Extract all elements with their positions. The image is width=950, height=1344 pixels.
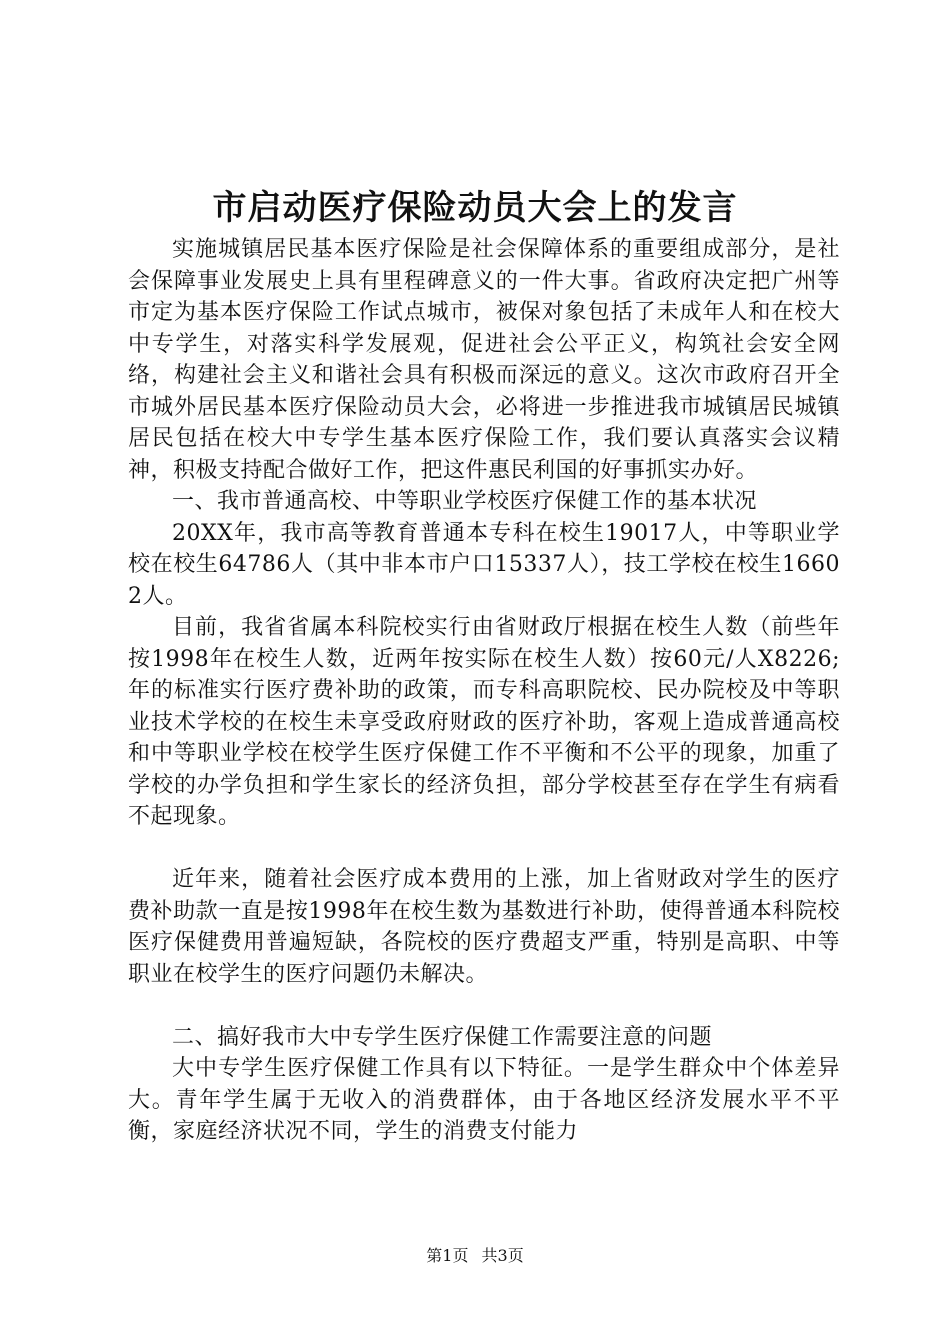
section-heading: 一、我市普通高校、中等职业学校医疗保健工作的基本状况	[172, 489, 758, 514]
page-number: 第1页	[426, 1246, 469, 1265]
paragraph: 近年来，随着社会医疗成本费用的上涨，加上省财政对学生的医疗费补助款一直是按1998年在校生数为基数进行补助，使得普通本科院校医疗保健费用普遍短缺，各院校的医疗费超支严重，特别是高职、中等职业在校学生的医疗问题仍未解决。	[128, 867, 840, 987]
paragraph: 20XX年，我市高等教育普通本专科在校生19017人，中等职业学校在校生64786人（其中非本市户口15337人），技工学校在校生16602人。	[128, 520, 840, 609]
paragraph: 目前，我省省属本科院校实行由省财政厅根据在校生人数（前些年按1998年在校生人数，近两年按实际在校生人数）按60元/人X8226;年的标准实行医疗费补助的政策，而专科高职院校、民办院校及中等职业技术学校的在校生未享受政府财政的医疗补助，客观上造成普通高校和中等职业学校在校学生医疗保健工作不平衡和不公平的现象，加重了学校的办学负担和学生家长的经济负担，部分学校甚至存在学生有病看不起现象。	[128, 615, 840, 829]
paragraph: 大中专学生医疗保健工作具有以下特征。一是学生群众中个体差异大。青年学生属于无收入的消费群体，由于各地区经济发展水平不平衡，家庭经济状况不同，学生的消费支付能力	[128, 1056, 840, 1144]
page-total: 共3页	[481, 1246, 524, 1265]
paragraph: 实施城镇居民基本医疗保险是社会保障体系的重要组成部分，是社会保障事业发展史上具有里程碑意义的一件大事。省政府决定把广州等市定为基本医疗保险工作试点城市，被保对象包括了未成年人和在校大中专学生，对落实科学发展观，促进社会公平正义，构筑社会安全网络，构建社会主义和谐社会具有积极而深远的意义。这次市政府召开全市城外居民基本医疗保险动员大会，必将进一步推进我市城镇居民城镇居民包括在校大中专学生基本医疗保险工作，我们要认真落实会议精神，积极支持配合做好工作，把这件惠民利国的好事抓实办好。	[128, 237, 840, 483]
section-heading: 二、搞好我市大中专学生医疗保健工作需要注意的问题	[172, 1024, 713, 1050]
document-title: 市启动医疗保险动员大会上的发言	[212, 188, 738, 228]
document-body	[128, 234, 840, 1148]
page-footer	[0, 1244, 950, 1268]
